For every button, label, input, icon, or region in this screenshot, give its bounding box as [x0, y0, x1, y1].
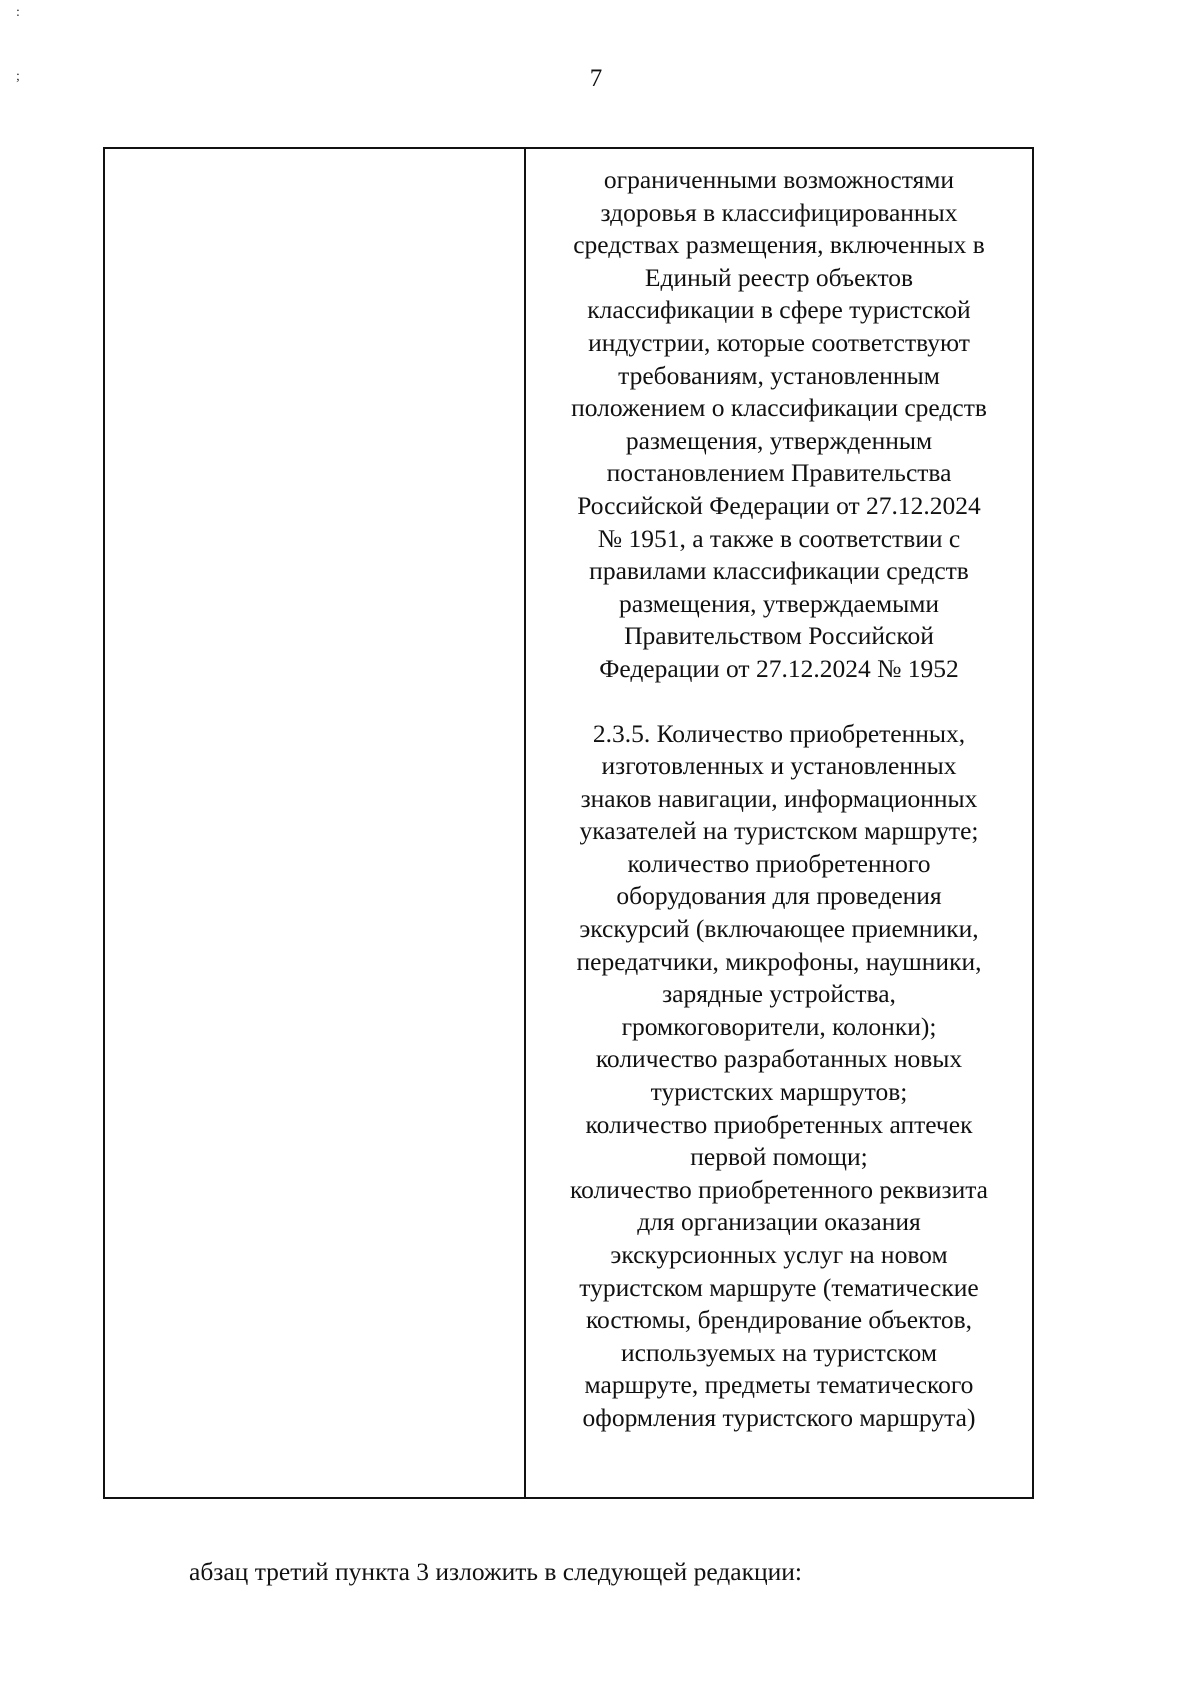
- scan-mark: ;: [16, 69, 20, 84]
- page-number: 7: [589, 65, 603, 92]
- body-paragraph: абзац третий пункта 3 изложить в следующей редакции:: [189, 1557, 803, 1586]
- cell-paragraph-classification: ограниченными возможностями здоровья в классифицированных средствах размещения, включенных в Единый реестр объектов классификации в сфере туристской индустрии, которые соответствуют требованиям, установленным положением о классификации средств размещения, утвержденным постановлением Правительства Российской Федерации от 27.12.2024 № 1951, а также в соответствии с правилами классификации средств размещения, утверждаемыми Правительством Российской Федерации от 27.12.2024 № 1952: [571, 165, 987, 683]
- amendment-table: [103, 147, 1034, 1499]
- table-cell-left-empty: [105, 149, 524, 1497]
- scan-mark: :: [16, 5, 20, 20]
- table-cell-right: [526, 149, 1032, 1497]
- cell-paragraph-indicators: 2.3.5. Количество приобретенных, изготовленных и установленных знаков навигации, информационных указателей на туристском маршруте; количество приобретенного оборудования для проведения экскурсий (включающее приемники, передатчики, микрофоны, наушники, зарядные устройства, громкоговорители, колонки); количество разработанных новых туристских маршрутов; количество приобретенных аптечек первой помощи; количество приобретенного реквизита для организации оказания экскурсионных услуг на новом туристском маршруте (тематические костюмы, брендирование объектов, используемых на туристском маршруте, предметы тематического оформления туристского маршрута): [569, 718, 989, 1432]
